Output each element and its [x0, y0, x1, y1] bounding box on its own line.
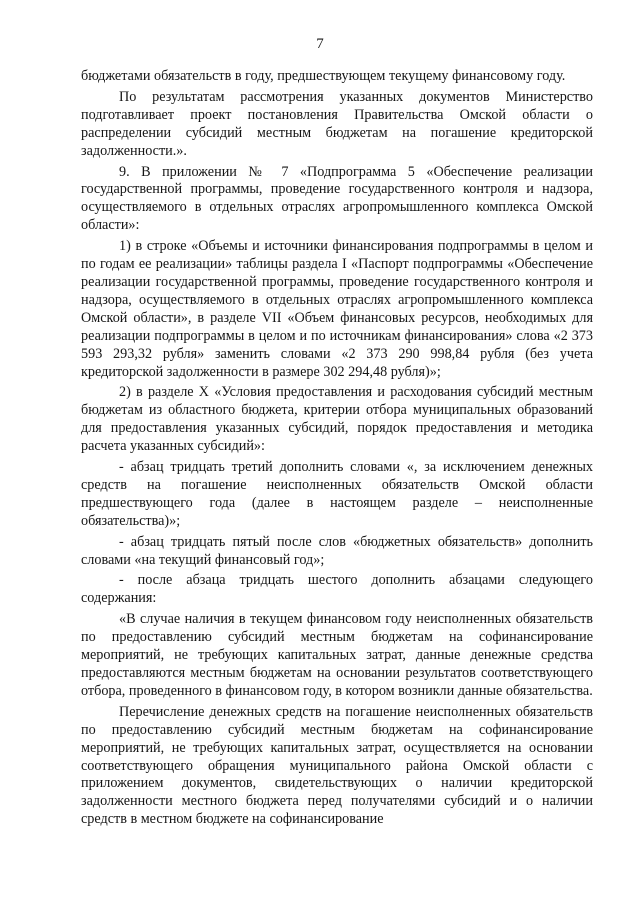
paragraph-7: - абзац тридцать пятый после слов «бюджетных обязательств» дополнить словами «на текущий финансовый год»; [81, 533, 593, 568]
paragraph-3: 9. В приложении № 7 «Подпрограмма 5 «Обеспечение реализации государственной программы, проведение государственного контроля и надзора, осуществляемого в отдельных отраслях агропромышленного комплекса Омской области»: [81, 163, 593, 234]
paragraph-8: - после абзаца тридцать шестого дополнить абзацами следующего содержания: [81, 572, 593, 607]
paragraph-2: По результатам рассмотрения указанных документов Министерство подготавливает проект постановления Правительства Омской области о распределении субсидий местным бюджетам на погашение кредиторской задолженности.». [81, 88, 593, 159]
paragraph-4: 1) в строке «Объемы и источники финансирования подпрограммы в целом и по годам ее реализации» таблицы раздела I «Паспорт подпрограммы «Обеспечение реализации государственной программы, проведение государственного контроля и надзора, осуществляемого в отдельных отраслях агропромышленного комплекса Омской области», в разделе VII «Объем финансовых ресурсов, необходимых для реализации подпрограммы в целом и по источникам финансирования» слова «2 373 593 293,32 рубля» заменить словами «2 373 290 998,84 рубля (без учета кредиторской задолженности в размере 302 294,48 рубля)»; [81, 238, 593, 380]
paragraph-1: бюджетами обязательств в году, предшествующем текущему финансовому году. [81, 68, 566, 84]
paragraph-9: «В случае наличия в текущем финансовом году неисполненных обязательств по предоставлению субсидий местным бюджетам на софинансирование мероприятий, не требующих капитальных затрат, данные денежные средства предоставляются местным бюджетам на основании результатов соответствующего отбора, проведенного в финансовом году, в котором возникли данные обязательства. [81, 611, 593, 699]
document-body [81, 68, 593, 829]
page-number: 7 [316, 36, 324, 52]
paragraph-10: Перечисление денежных средств на погашение неисполненных обязательств по предоставлению субсидий местным бюджетам на софинансирование мероприятий, не требующих капитальных затрат, осуществляется на основании соответствующего обращения муниципального района Омской области с приложением документов, свидетельствующих о наличии кредиторской задолженности местного бюджета перед получателями субсидий и о наличии средств в местном бюджете на софинансирование [81, 703, 593, 828]
paragraph-5: 2) в разделе X «Условия предоставления и расходования субсидий местным бюджетам из областного бюджета, критерии отбора муниципальных образований для предоставления указанных субсидий, порядок предоставления и методика расчета указанных субсидий»: [81, 384, 593, 455]
paragraph-6: - абзац тридцать третий дополнить словами «, за исключением денежных средств на погашение неисполненных обязательств Омской области предшествующего года (далее в настоящем разделе – неисполненные обязательства)»; [81, 459, 593, 529]
